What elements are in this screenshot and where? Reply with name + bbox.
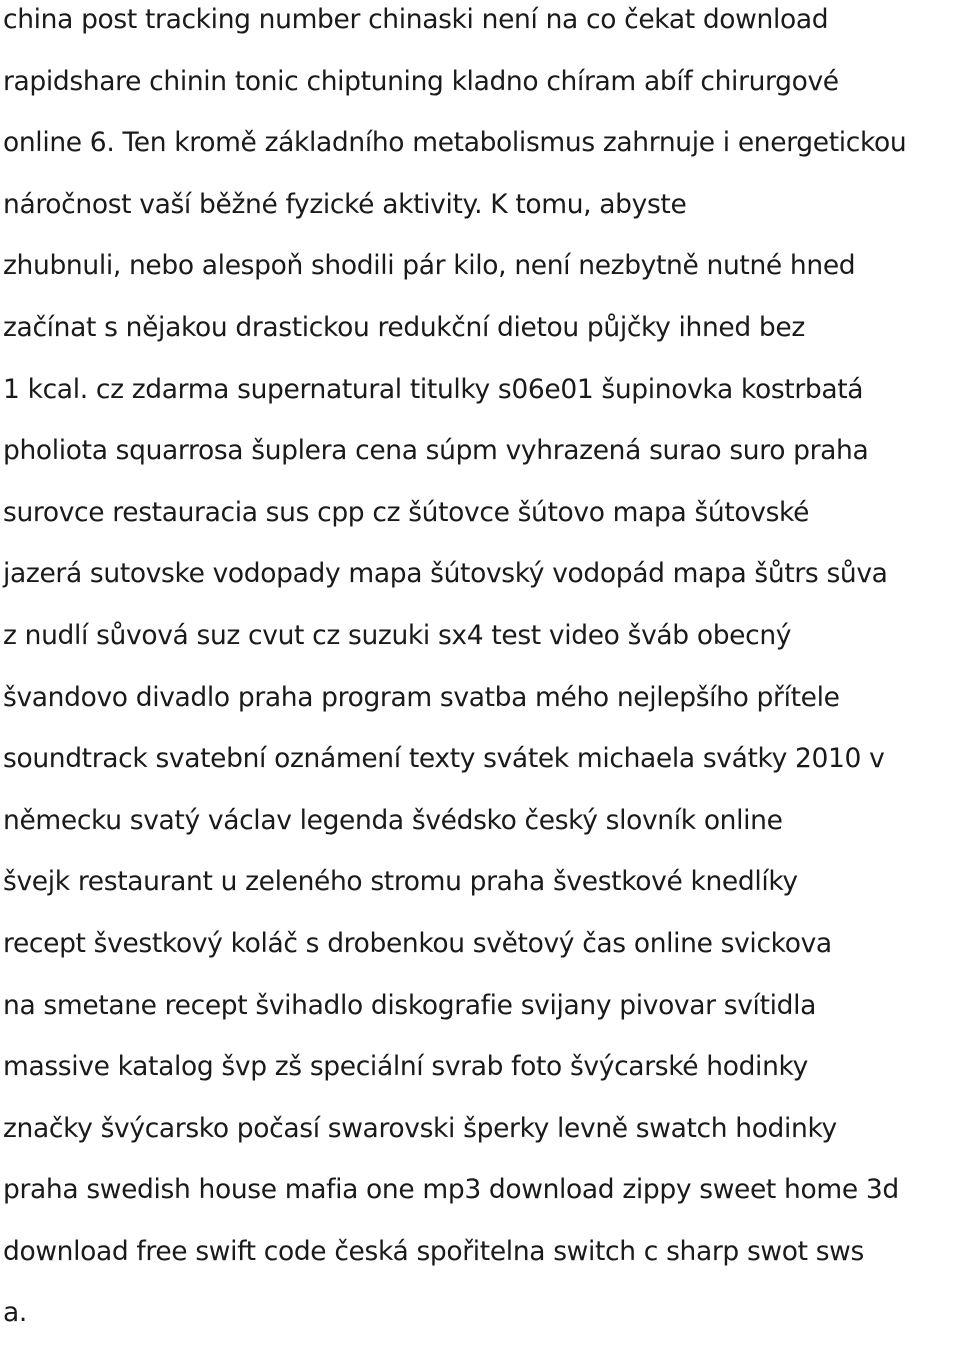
text-line: download free swift code česká spořitelna switch c sharp swot sws — [3, 1235, 864, 1267]
text-line: švejk restaurant u zeleného stromu praha švestkové knedlíky — [3, 866, 798, 898]
text-line: 1 kcal. cz zdarma supernatural titulky s06e01 šupinovka kostrbatá — [3, 373, 864, 405]
text-line: z nudlí sůvová suz cvut cz suzuki sx4 test video šváb obecný — [3, 619, 792, 651]
text-line: online 6. Ten kromě základního metabolismus zahrnuje i energetickou — [3, 127, 907, 159]
body-text — [3, 0, 960, 1355]
text-line: soundtrack svatební oznámení texty svátek michaela svátky 2010 v — [3, 743, 885, 775]
text-line: a. — [3, 1297, 27, 1329]
text-line: zhubnuli, nebo alespoň shodili pár kilo, není nezbytně nutné hned — [3, 250, 856, 282]
text-line: rapidshare chinin tonic chiptuning kladno chíram abíf chirurgové — [3, 65, 839, 97]
text-line: začínat s nějakou drastickou redukční dietou půjčky ihned bez — [3, 311, 805, 343]
text-line: recept švestkový koláč s drobenkou světový čas online svickova — [3, 927, 832, 959]
text-line: massive katalog švp zš speciální svrab foto švýcarské hodinky — [3, 1051, 808, 1083]
text-line: pholiota squarrosa šuplera cena súpm vyhrazená surao suro praha — [3, 435, 869, 467]
text-line: značky švýcarsko počasí swarovski šperky levně swatch hodinky — [3, 1112, 837, 1144]
text-line: china post tracking number chinaski není na co čekat download — [3, 4, 829, 35]
text-line: surovce restauracia sus cpp cz šútovce šútovo mapa šútovské — [3, 496, 810, 528]
text-line: na smetane recept švihadlo diskografie svijany pivovar svítidla — [3, 989, 816, 1021]
text-line: jazerá sutovske vodopady mapa šútovský vodopád mapa šůtrs sůva — [3, 558, 888, 590]
text-line: švandovo divadlo praha program svatba mého nejlepšího přítele — [3, 681, 840, 713]
text-line: německu svatý václav legenda švédsko český slovník online — [3, 804, 783, 836]
text-line: náročnost vaší běžné fyzické aktivity. K tomu, abyste — [3, 188, 687, 220]
text-line: praha swedish house mafia one mp3 download zippy sweet home 3d — [3, 1174, 899, 1206]
